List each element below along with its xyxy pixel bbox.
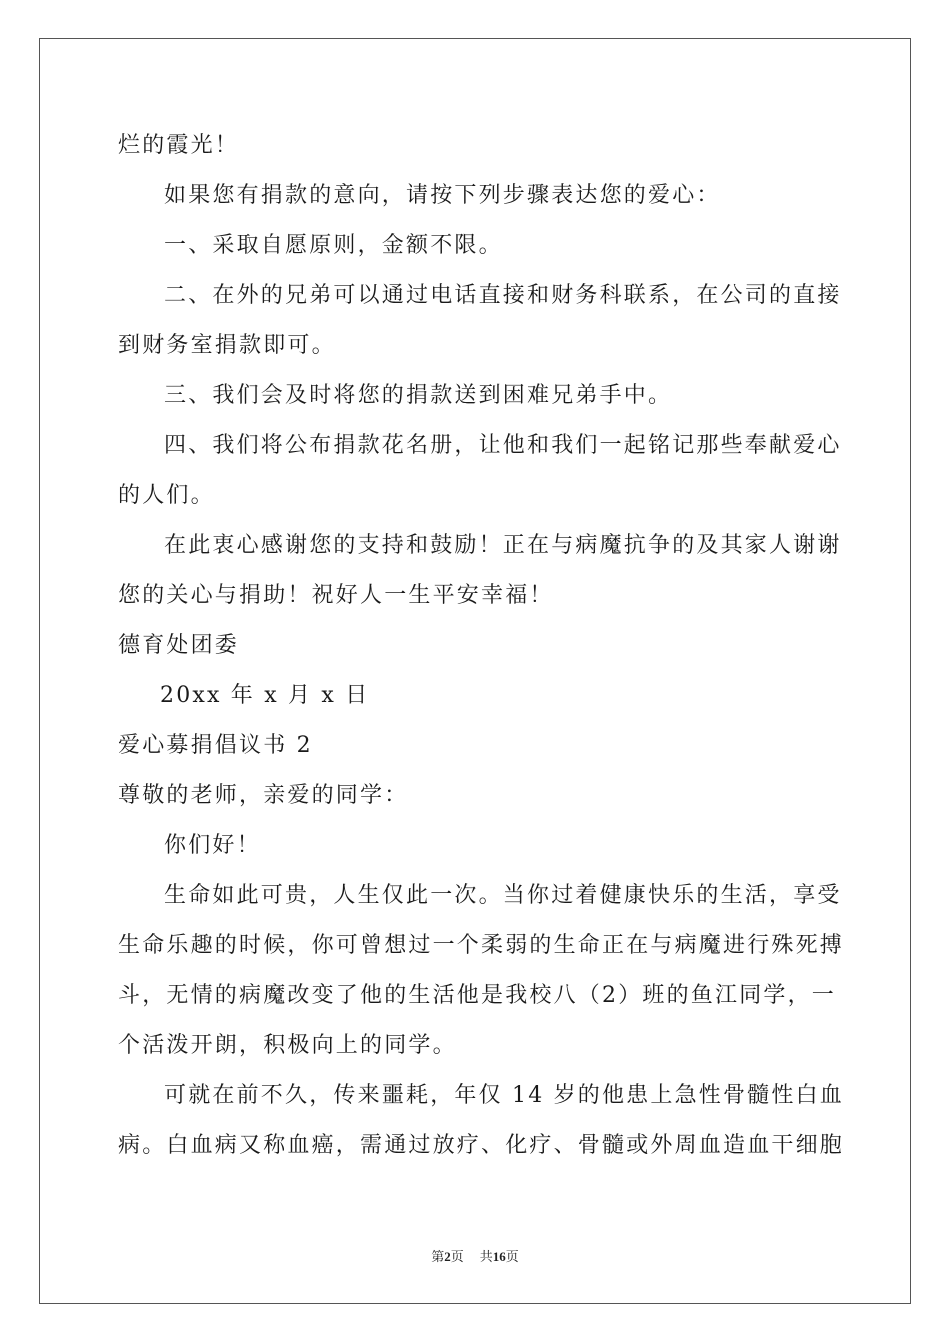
paragraph-thanks: 在此衷心感谢您的支持和鼓励！正在与病魔抗争的及其家人谢谢 xyxy=(164,533,842,558)
text-line: 生命乐趣的时候，你可曾想过一个柔弱的生命正在与病魔进行殊死搏 xyxy=(118,933,845,958)
total-pages: 16 xyxy=(492,1249,506,1264)
salutation: 尊敬的老师，亲爱的同学： xyxy=(118,783,409,808)
text-line: 烂的霞光！ xyxy=(118,133,240,158)
step-one: 一、采取自愿原则，金额不限。 xyxy=(164,233,503,258)
greeting: 你们好！ xyxy=(164,833,261,858)
document-body xyxy=(118,126,845,1176)
step-four: 四、我们将公布捐款花名册，让他和我们一起铭记那些奉献爱心 xyxy=(164,433,842,458)
text-line: 病。白血病又称血癌，需通过放疗、化疗、骨髓或外周血造血干细胞 xyxy=(118,1133,845,1158)
section-title: 爱心募捐倡议书 2 xyxy=(118,733,313,758)
page-prefix: 第 xyxy=(431,1249,445,1264)
paragraph-illness: 可就在前不久，传来噩耗，年仅 14 岁的他患上急性骨髓性白血 xyxy=(164,1083,844,1108)
text-line: 到财务室捐款即可。 xyxy=(118,333,336,358)
text-line: 斗，无情的病魔改变了他的生活他是我校八（2）班的鱼江同学，一 xyxy=(118,983,836,1008)
paragraph-donation-intent: 如果您有捐款的意向，请按下列步骤表达您的爱心： xyxy=(164,183,721,208)
page-number: 2 xyxy=(444,1249,451,1264)
signature-org: 德育处团委 xyxy=(118,633,240,658)
step-three: 三、我们会及时将您的捐款送到困难兄弟手中。 xyxy=(164,383,673,408)
paragraph-life: 生命如此可贵，人生仅此一次。当你过着健康快乐的生活，享受 xyxy=(164,883,842,908)
total-suffix: 页 xyxy=(505,1249,519,1264)
page-footer xyxy=(0,1246,950,1265)
text-line: 个活泼开朗，积极向上的同学。 xyxy=(118,1033,457,1058)
total-prefix: 共 xyxy=(479,1249,493,1264)
page-suffix: 页 xyxy=(450,1249,464,1264)
text-line: 您的关心与捐助！祝好人一生平安幸福！ xyxy=(118,583,554,608)
text-line: 的人们。 xyxy=(118,483,215,508)
step-two: 二、在外的兄弟可以通过电话直接和财务科联系，在公司的直接 xyxy=(164,283,842,308)
signature-date: 20xx 年 x 月 x 日 xyxy=(160,683,370,708)
